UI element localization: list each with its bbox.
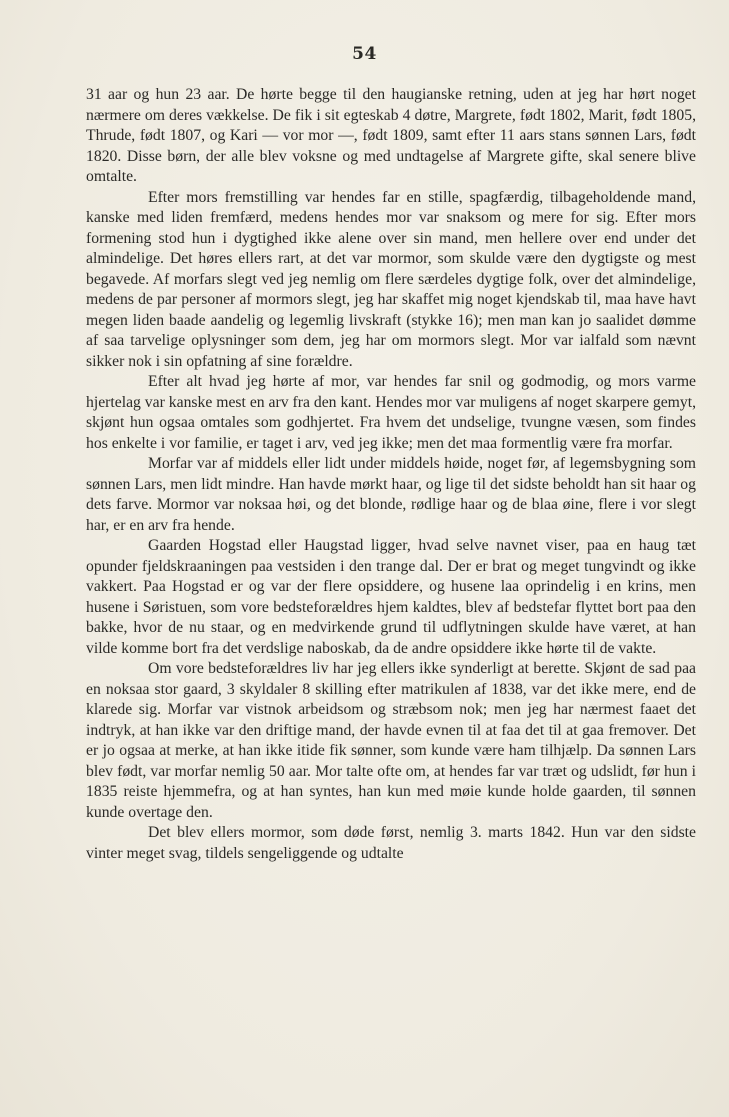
paragraph: Det blev ellers mormor, som døde først, nemlig 3. marts 1842. Hun var den sidste vinter meget svag, tildels sengeliggende og udtalte [86, 824, 696, 862]
paragraph: Efter alt hvad jeg hørte af mor, var hendes far snil og godmodig, og mors varme hjertelag var kanske mest en arv fra den kant. Hendes mor var muligens af noget skarpere gemyt, skjønt hun ogsaa omtales som godhjertet. Fra hvem det undselige, tvungne væsen, som findes hos enkelte i vor familie, er taget i arv, ved jeg ikke; men det maa formentlig være fra morfar. [86, 373, 696, 452]
paragraph: Efter mors fremstilling var hendes far en stille, spagfærdig, tilbageholdende mand, kanske med liden fremfærd, medens hendes mor var snaksom og mere for sig. Efter mors formening stod hun i dygtighed ikke alene over sin mand, men hellere over end under det almindelige. Det høres ellers rart, at det var mormor, som skulde være den dygtigste og mest begavede. Af morfars slegt ved jeg nemlig om flere særdeles dygtige folk, over det almindelige, medens de par personer af mormors slegt, jeg har skaffet mig noget kjendskab til, maa have havt megen liden baade aandelig og legemlig livskraft (stykke 16); men man kan jo saalidet dømme af saa tarvelige oplysninger som dem, jeg har om mormors slegt. Mor var ialfald som nævnt sikker nok i sin opfatning af sine forældre. [86, 188, 696, 370]
paragraph: Gaarden Hogstad eller Haugstad ligger, hvad selve navnet viser, paa en haug tæt opunder fjeldskraaningen paa vestsiden i den trange dal. Der er brat og meget tungvindt og ikke vakkert. Paa Hogstad er og var der flere opsiddere, og husene laa oprindelig i en krins, men husene i Søristuen, som vore bedsteforældres hjem kaldtes, blev af bedstefar flyttet bort paa den bakke, hvor de nu staar, og en medvirkende grund til udflytningen skulde have været, at han vilde komme bort fra det verdslige naboskab, da de andre opsiddere ikke hørte til de vakte. [86, 537, 696, 657]
paragraph: Morfar var af middels eller lidt under middels høide, noget før, af legemsbygning som sønnen Lars, men lidt mindre. Han havde mørkt haar, og lige til det sidste beholdt han sit haar og dets farve. Mormor var noksaa høi, og det blonde, rødlige haar og de blaa øine, flere i vor slegt har, er en arv fra hende. [86, 455, 696, 534]
paragraph: 31 aar og hun 23 aar. De hørte begge til den haugianske retning, uden at jeg har hørt noget nærmere om deres vækkelse. De fik i sit egteskab 4 døtre, Margrete, født 1802, Marit, født 1805, Thrude, født 1807, og Kari — vor mor —, født 1809, samt efter 11 aars stans sønnen Lars, født 1820. Disse børn, der alle blev voksne og med undtagelse af Margrete gifte, skal senere blive omtalte. [86, 86, 696, 185]
body-text [86, 85, 696, 864]
page-number: 54 [352, 44, 377, 64]
paragraph: Om vore bedsteforældres liv har jeg ellers ikke synderligt at berette. Skjønt de sad paa en noksaa stor gaard, 3 skyldaler 8 skilling efter matrikulen af 1838, var det ikke mere, end de klarede sig. Morfar var vistnok arbeidsom og stræbsom nok; men jeg har nærmest faaet det indtryk, at han ikke var den driftige mand, der havde evnen til at faa det til at gaa fremover. Det er jo ogsaa at merke, at han ikke itide fik sønner, som kunde være ham tilhjælp. Da sønnen Lars blev født, var morfar nemlig 50 aar. Mor talte ofte om, at hendes far var træt og udslidt, før hun i 1835 reiste hjemmefra, og at han syntes, han kun med møie kunde holde gaarden, til sønnen kunde overtage den. [86, 660, 696, 821]
